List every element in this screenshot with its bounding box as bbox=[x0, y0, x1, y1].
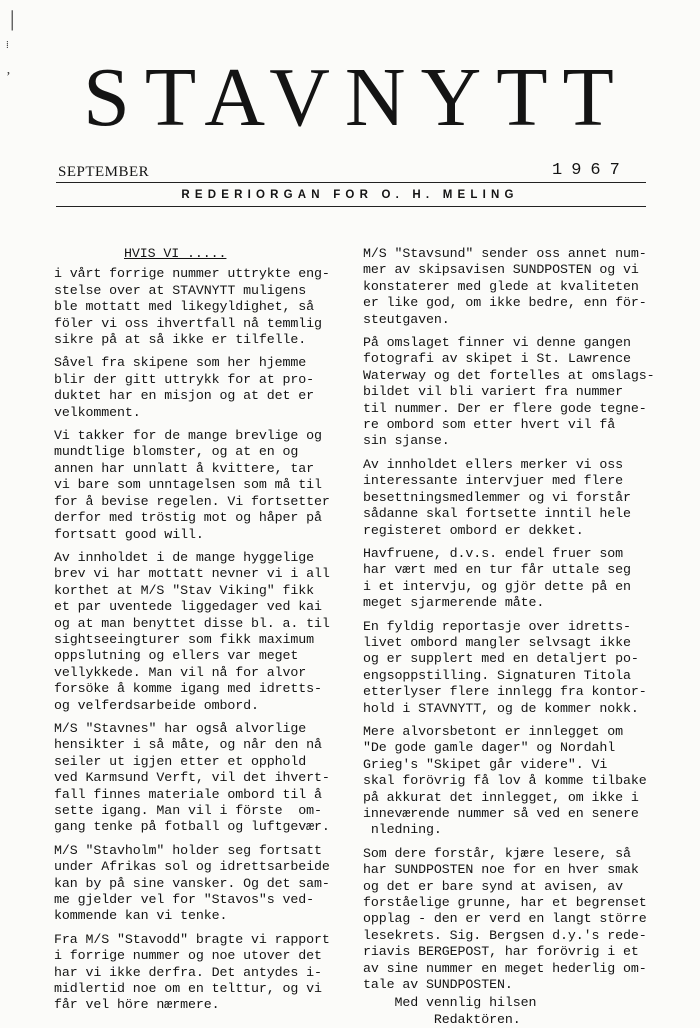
right-column bbox=[363, 246, 683, 1028]
masthead-rule-bottom bbox=[56, 206, 646, 207]
paragraph: i vårt forrige nummer uttrykte eng- stelse over at STAVNYTT muligens ble mottatt med likegyldighet, så föler vi oss ihvertfall nå temmlig sikre på at så ikke er tilfelle. bbox=[54, 266, 330, 348]
paragraph: Såvel fra skipene som her hjemme blir der gitt uttrykk for at pro- duktet har en misjon og at det er velkomment. bbox=[54, 355, 315, 420]
margin-mark: ⁞ bbox=[6, 40, 9, 51]
paragraph: En fyldig reportasje over idretts- livet ombord mangler selvsagt ikke og er supplert med en detaljert po- engsoppstilling. Signaturen Titola etterlyser flere innlegg fra kontor- hold i STAVNYTT, og de kommer nokk. bbox=[363, 618, 647, 716]
margin-mark: ʼ bbox=[6, 70, 11, 85]
paragraph: Fra M/S "Stavodd" bragte vi rapport i forrige nummer og noe utover det har vi ikke derfra. Det antydes i- midlertid noe om en telttur, og vi får vel höre nærmere. bbox=[54, 931, 330, 1013]
paragraph: Som dere forstår, kjære lesere, så har SUNDPOSTEN noe for en hver smak og det er bare synd at avisen, av forståelige grunne, har et begrenset opplag - den er verd en langt större lesekrets. Sig. Bergsen d.y.'s rede- riavis BERGEPOST, har forövrig i et av sine nummer en meget hederlig om- tale av SUNDPOSTEN. bbox=[363, 845, 647, 993]
signature: Redaktören. bbox=[363, 1011, 521, 1027]
masthead-subtitle: REDERIORGAN FOR O. H. MELING bbox=[181, 189, 519, 201]
paragraph: På omslaget finner vi denne gangen fotografi av skipet i St. Lawrence Waterway og det fortelles at omslags- bildet vil bli variert fra nummer til nummer. Der er flere gode tegne- re ombord som etter hvert vil få sin sjanse. bbox=[363, 335, 655, 449]
paragraph: Vi takker for de mange brevlige og mundtlige blomster, og at en og annen har unnlatt å kvittere, tar vi bare som unntagelsen som må til for å bevise regelen. Vi fortsetter derfor med tröstig mot og håper på fortsatt good will. bbox=[54, 428, 330, 542]
paragraph: M/S "Stavnes" har også alvorlige hensikter i så måte, og når den nå seiler ut igjen etter et opphold ved Karmsund Verft, vil det ihvert- fall finnes materiale ombord til å sette igang. Man vil i förste om- gang tenke på fotball og luftgevær. bbox=[54, 720, 330, 835]
paragraph: Havfruene, d.v.s. endel fruer som har vært med en tur får uttale seg i et intervju, og gjör dette på en meget sjarmerende måte. bbox=[363, 545, 631, 611]
paragraph: M/S "Stavsund" sender oss annet num- mer av skipsavisen SUNDPOSTEN og vi konstaterer med glede at kvaliteten er like god, om ikke bedre, enn för- steutgaven. bbox=[363, 246, 647, 327]
article-heading: HVIS VI ..... bbox=[124, 246, 227, 261]
paragraph: Av innholdet ellers merker vi oss interessante intervjuer med flere besettningsmedlemmer og vi forstår sådanne skal fortsette inntil hele registeret ombord er dekket. bbox=[363, 456, 631, 538]
margin-mark: | bbox=[10, 6, 15, 31]
closing-line: Med vennlig hilsen bbox=[363, 995, 537, 1011]
masthead-rule-top bbox=[56, 182, 646, 183]
paragraph: M/S "Stavholm" holder seg fortsatt under Afrikas sol og idrettsarbeide kan by på sine vansker. Og det sam- me gjelder vel for "Stavos"s ved- kommende kan vi tenke. bbox=[54, 842, 330, 924]
issue-year: 1967 bbox=[552, 161, 629, 180]
issue-month: SEPTEMBER bbox=[58, 164, 150, 180]
masthead-title: STAVNYTT bbox=[83, 51, 629, 144]
paragraph: Mere alvorsbetont er innlegget om "De gode gamle dager" og Nordahl Grieg's "Skipet går videre". Vi skal forövrig få lov å komme tilbake på akkurat det innlegget, om ikke i inneværende nummer så ved en senere nledning. bbox=[363, 723, 647, 838]
paragraph: Av innholdet i de mange hyggelige brev vi har mottatt nevner vi i all korthet at M/S "Stav Viking" fikk et par uventede liggedager ved kai og at man benyttet disse bl. a. til sightseeingturer som fikk maximum oppslutning og ellers var meget vellykkede. Man vil nå for alvor forsöke å komme igang med idretts- og velferdsarbeide ombord. bbox=[54, 549, 330, 713]
left-column bbox=[54, 246, 364, 1021]
